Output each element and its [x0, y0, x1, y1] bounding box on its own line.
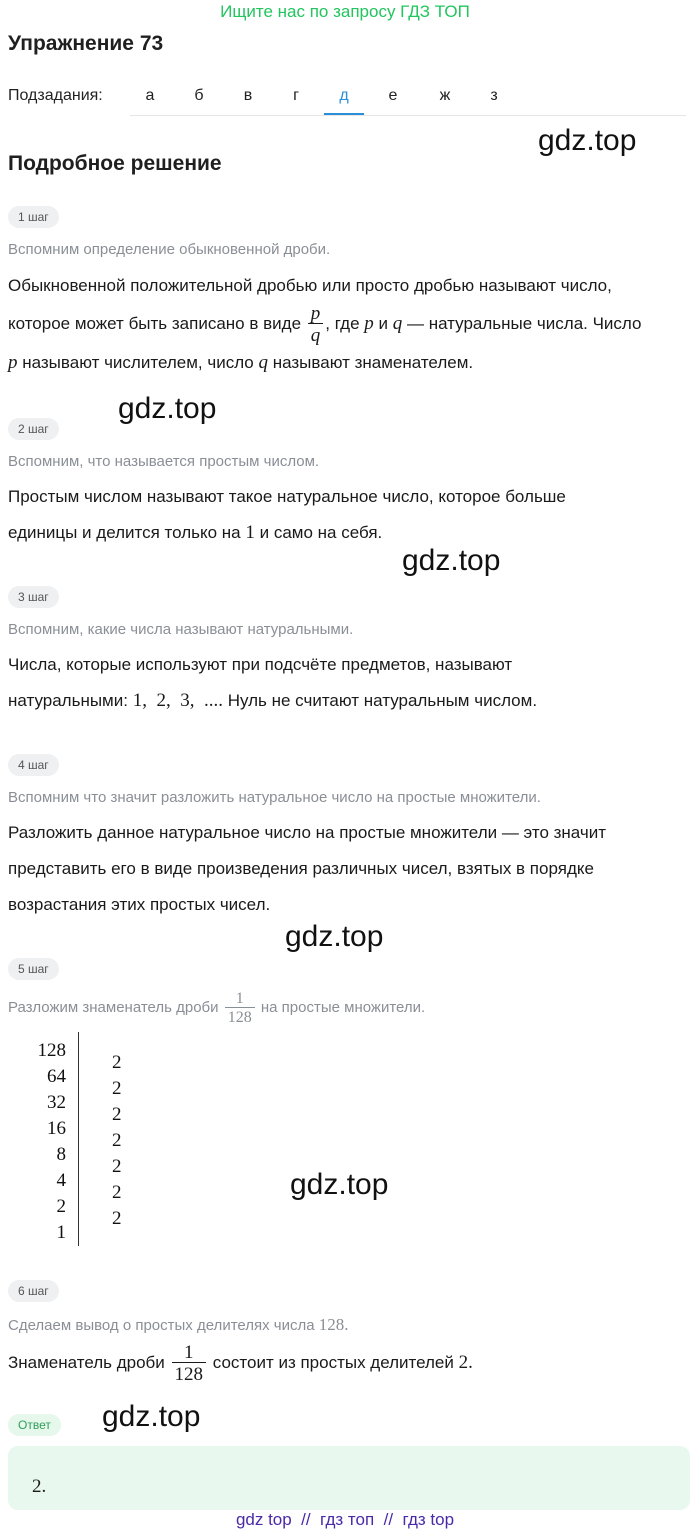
text-line: представить его в виде произведения различных чисел, взятых в порядке — [8, 859, 594, 878]
tab-e[interactable]: е — [388, 87, 398, 104]
text-fragment: — натуральные числа. Число — [406, 314, 642, 333]
text-fragment: которое может быть записано в виде — [8, 314, 302, 333]
step-badge: 5 шаг — [8, 958, 59, 980]
text-line — [8, 515, 684, 551]
fraction-1-128 — [172, 1343, 207, 1384]
step-text — [8, 268, 684, 381]
divisor: 2 — [112, 1208, 122, 1229]
divisor: 2 — [112, 1052, 122, 1073]
dividend: 8 — [56, 1144, 66, 1165]
text-line: Числа, которые используют при подсчёте предметов, называют — [8, 655, 513, 674]
dividend: 2 — [56, 1196, 66, 1217]
step-text — [8, 647, 684, 719]
step-badge: 6 шаг — [8, 1280, 59, 1302]
math-number: 1 — [245, 522, 255, 543]
fraction-p-q — [308, 304, 324, 345]
text-line — [8, 304, 684, 345]
text-fragment: на простые множители. — [260, 999, 426, 1016]
math-var: p — [8, 352, 18, 374]
step-badge: 2 шаг — [8, 418, 59, 440]
text-line — [8, 683, 684, 719]
text-fragment: Сделаем вывод о простых делителях числа — [8, 1317, 315, 1334]
text-fragment: Нуль не считают натуральным числом. — [227, 691, 538, 710]
divisor: 2 — [112, 1182, 122, 1203]
subtasks-divider — [130, 115, 686, 116]
divisor: 2 — [112, 1104, 122, 1125]
step-hint: Вспомним, какие числа называют натуральными. — [8, 621, 354, 638]
divisors-column — [112, 1050, 130, 1232]
search-banner[interactable]: Ищите нас по запросу ГДЗ ТОП — [220, 2, 470, 21]
subtasks-bar — [8, 84, 690, 116]
dividend: 128 — [37, 1040, 66, 1061]
answer-badge: Ответ — [8, 1414, 61, 1436]
math-var: p — [364, 313, 374, 334]
text-line: Разложить данное натуральное число на простые множители — это значит — [8, 823, 607, 842]
text-line: Обыкновенной положительной дробью или просто дробью называют число, — [8, 276, 612, 295]
math-var: q — [392, 313, 403, 334]
step-badge: 3 шаг — [8, 586, 59, 608]
text-fragment: называют числителем, число — [22, 353, 254, 373]
answer-box — [8, 1446, 690, 1510]
solution-heading: Подробное решение — [8, 152, 222, 175]
step-text — [8, 1340, 684, 1386]
text-fragment: Знаменатель дроби — [8, 1353, 165, 1372]
fraction-denominator: 128 — [225, 1007, 255, 1026]
math-series: 1, 2, 3, .... — [132, 690, 223, 711]
watermark: gdz.top — [538, 124, 637, 157]
step-hint: Вспомним, что называется простым числом. — [8, 453, 320, 470]
watermark: gdz.top — [118, 392, 217, 425]
text-fragment: и само на себя. — [259, 523, 383, 542]
fraction-numerator: 1 — [184, 1342, 194, 1364]
math-var: q — [258, 352, 268, 374]
divisor: 2 — [112, 1130, 122, 1151]
dividend: 16 — [47, 1118, 66, 1139]
fraction-denominator: 128 — [172, 1362, 207, 1384]
step-text — [8, 815, 684, 923]
tab-g[interactable]: г — [293, 87, 299, 104]
text-fragment: Разложим знаменатель дроби — [8, 999, 219, 1016]
text-fragment: единицы и делится только на — [8, 523, 241, 542]
watermark: gdz.top — [402, 544, 501, 577]
watermark: gdz.top — [102, 1400, 201, 1433]
text-fragment: и — [378, 314, 388, 333]
tab-a[interactable]: а — [145, 87, 155, 104]
text-line: Простым числом называют такое натуральное число, которое больше — [8, 487, 566, 506]
text-fragment: , где — [325, 314, 360, 333]
divisor: 2 — [112, 1078, 122, 1099]
footer-links[interactable]: gdz top // гдз топ // гдз top — [235, 1510, 455, 1529]
dividend: 1 — [56, 1222, 66, 1243]
watermark: gdz.top — [290, 1168, 389, 1201]
answer-value: 2. — [32, 1476, 47, 1497]
dividend: 32 — [47, 1092, 66, 1113]
dividend: 4 — [56, 1170, 66, 1191]
step-badge: 4 шаг — [8, 754, 59, 776]
text-fragment: натуральными: — [8, 691, 128, 710]
watermark: gdz.top — [285, 920, 384, 953]
subtasks-label: Подзадания: — [8, 87, 103, 104]
text-fragment: называют знаменателем. — [272, 353, 474, 373]
division-line — [78, 1032, 79, 1246]
dividends-column — [20, 1038, 66, 1246]
tab-b[interactable]: б — [194, 87, 204, 104]
tab-v[interactable]: в — [243, 87, 253, 104]
step-hint: Вспомним что значит разложить натуральное число на простые множители. — [8, 789, 541, 806]
step-text — [8, 479, 684, 551]
step-hint — [8, 1315, 349, 1335]
tab-zh[interactable]: ж — [439, 87, 451, 104]
step-badge: 1 шаг — [8, 206, 59, 228]
tab-d[interactable]: д — [324, 87, 364, 105]
text-line: возрастания этих простых чисел. — [8, 895, 271, 914]
fraction-numerator: 1 — [235, 989, 244, 1007]
text-fragment: состоит из простых делителей — [212, 1353, 454, 1372]
step-hint — [8, 986, 425, 1030]
text-line — [8, 345, 684, 381]
tab-z[interactable]: з — [490, 87, 498, 104]
fraction-denominator: q — [308, 323, 324, 345]
fraction-numerator: p — [310, 303, 321, 325]
math-number: 128. — [318, 1315, 349, 1334]
page-title: Упражнение 73 — [8, 32, 164, 55]
step-hint: Вспомним определение обыкновенной дроби. — [8, 241, 331, 258]
divisor: 2 — [112, 1156, 122, 1177]
dividend: 64 — [47, 1066, 66, 1087]
math-number: 2. — [458, 1352, 473, 1373]
fraction-1-128 — [225, 991, 255, 1026]
